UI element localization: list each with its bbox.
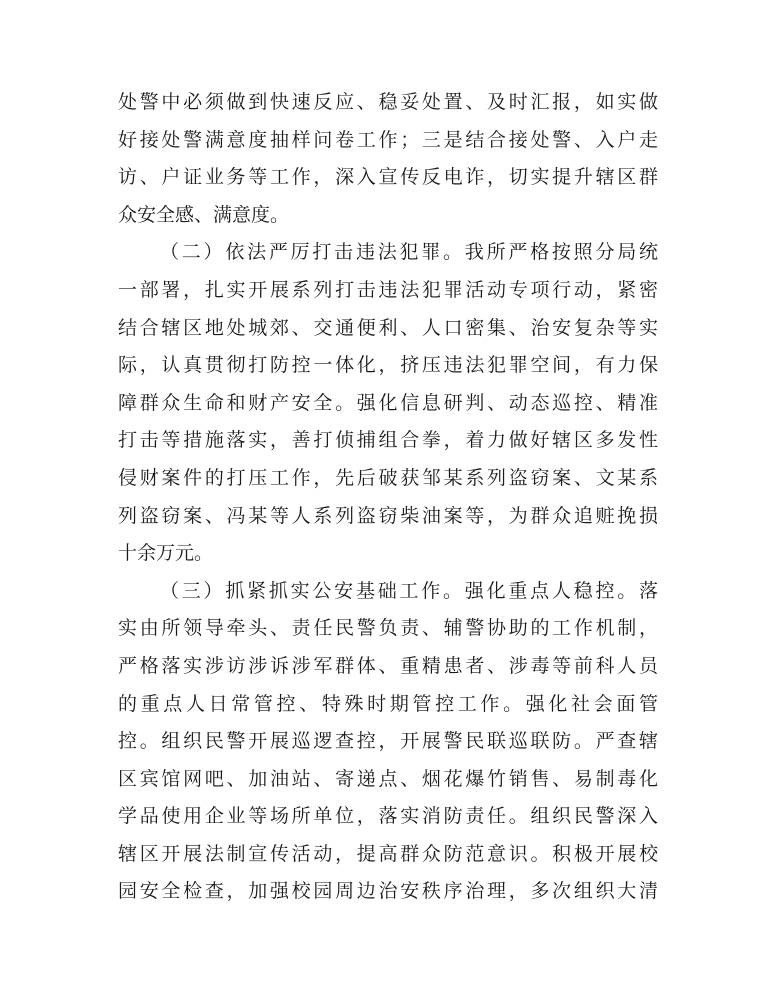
text-line: 园安全检查，加强校园周边治安秩序治理，多次组织大清 xyxy=(118,880,658,903)
text-line: 辖区开展法制宣传活动，提高群众防范意识。积极开展校 xyxy=(118,842,658,865)
text-line: 十余万元。 xyxy=(118,542,214,565)
text-line: 障群众生命和财产安全。强化信息研判、动态巡控、精准 xyxy=(118,391,658,414)
text-line: 访、户证业务等工作，深入宣传反电诈，切实提升辖区群 xyxy=(118,166,658,189)
text-line: 打击等措施落实，善打侦捕组合拳，着力做好辖区多发性 xyxy=(118,429,658,452)
text-line: 的重点人日常管控、特殊时期管控工作。强化社会面管 xyxy=(118,692,658,715)
text-line: 众安全感、满意度。 xyxy=(118,203,290,226)
text-line: 列盗窃案、冯某等人系列盗窃柴油案等，为群众追赃挽损 xyxy=(118,504,658,527)
text-line: 际，认真贯彻打防控一体化，挤压违法犯罪空间，有力保 xyxy=(118,354,658,377)
text-line: 结合辖区地处城郊、交通便利、人口密集、治安复杂等实 xyxy=(118,316,658,339)
document-body xyxy=(118,84,658,911)
paragraph-continued xyxy=(118,84,658,234)
text-line: 控。组织民警开展巡逻查控，开展警民联巡联防。严查辖 xyxy=(118,730,658,753)
text-line: 严格落实涉访涉诉涉军群体、重精患者、涉毒等前科人员 xyxy=(118,654,658,677)
text-line: （三）抓紧抓实公安基础工作。强化重点人稳控。落 xyxy=(160,579,658,602)
text-line: （二）依法严厉打击违法犯罪。我所严格按照分局统 xyxy=(160,241,658,264)
text-line: 好接处警满意度抽样问卷工作；三是结合接处警、入户走 xyxy=(118,128,658,151)
text-line: 侵财案件的打压工作，先后破获邹某系列盗窃案、文某系 xyxy=(118,466,658,489)
text-line: 处警中必须做到快速反应、稳妥处置、及时汇报，如实做 xyxy=(118,91,658,113)
paragraph-section-3 xyxy=(118,573,658,911)
text-line: 一部署，扎实开展系列打击违法犯罪活动专项行动，紧密 xyxy=(118,278,658,301)
text-line: 区宾馆网吧、加油站、寄递点、烟花爆竹销售、易制毒化 xyxy=(118,767,658,790)
text-line: 实由所领导牵头、责任民警负责、辅警协助的工作机制， xyxy=(118,617,658,640)
paragraph-section-2 xyxy=(118,234,658,572)
text-line: 学品使用企业等场所单位，落实消防责任。组织民警深入 xyxy=(118,805,658,828)
